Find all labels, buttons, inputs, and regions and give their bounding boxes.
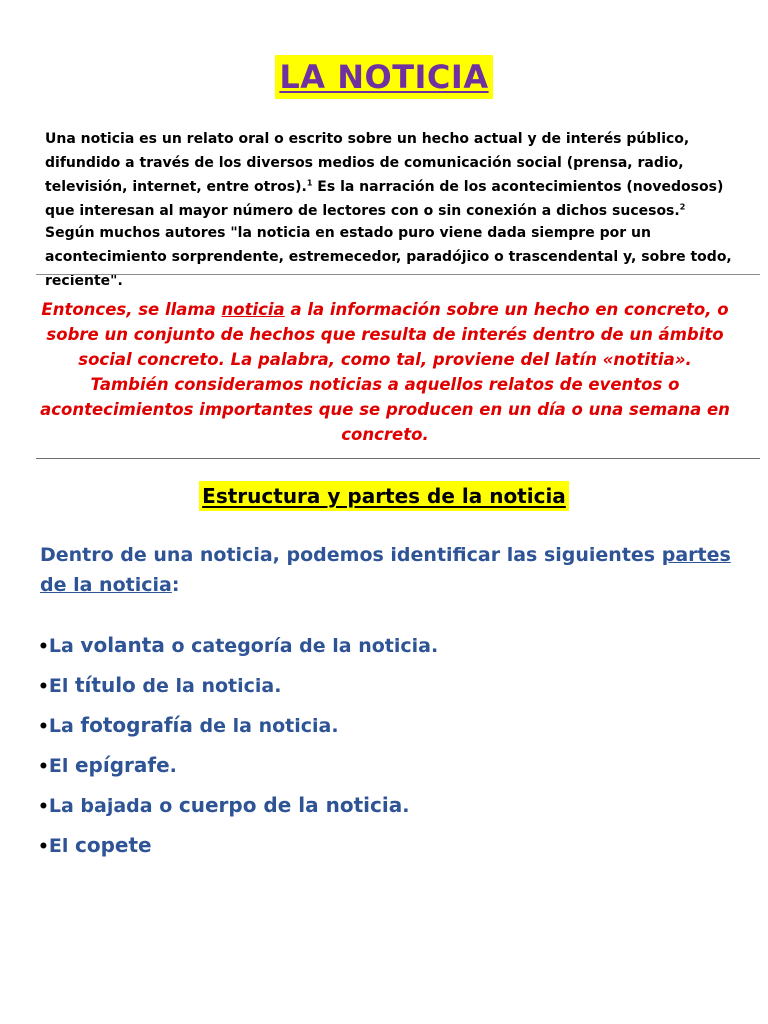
- intro-paragraph-1: [45, 127, 735, 223]
- item-term: epígrafe: [74, 753, 170, 777]
- bullet-icon: •: [38, 637, 49, 657]
- item-prefix: El: [48, 755, 75, 777]
- list-item: [38, 788, 738, 828]
- lead-text-before: Dentro de una noticia, podemos identificar las siguientes: [40, 544, 662, 566]
- list-item: [38, 828, 738, 868]
- partes-link[interactable]: partes de la noticia: [40, 544, 731, 596]
- bullet-icon: •: [38, 717, 49, 737]
- item-prefix: La bajada o: [48, 795, 179, 817]
- lead-paragraph: [40, 540, 740, 600]
- item-prefix: El: [48, 675, 75, 697]
- item-term: cuerpo de la noticia: [178, 793, 403, 817]
- intro-text-a: Una noticia es un relato oral o escrito sobre un hecho actual y de interés público, difundido a través de los diversos medios de comunicación social (prensa, radio, televisión, internet, entre otros).: [45, 131, 690, 195]
- list-item: [38, 628, 738, 668]
- item-suffix: de la noticia.: [192, 715, 339, 737]
- definition-text-after: a la información sobre un hecho en concreto, o sobre un conjunto de hechos que resulta de interés dentro de un ámbito social concreto. La palabra, como tal, proviene del latín «notitia». También consideramos noticias a aquellos relatos de eventos o acontecimientos importantes que se producen en un día o una semana en concreto.: [40, 300, 730, 444]
- list-item: [38, 708, 738, 748]
- bullet-icon: •: [38, 797, 49, 817]
- definition-paragraph: [40, 297, 730, 447]
- item-prefix: El: [48, 835, 75, 857]
- item-suffix: .: [169, 755, 177, 777]
- item-term: fotografía: [80, 713, 193, 737]
- list-item: [38, 668, 738, 708]
- intro-paragraph-2: Según muchos autores "la noticia en estado puro viene dada siempre por un acontecimiento sorprendente, estremecedor, paradójico o trascendental y, sobre todo, reciente".: [45, 225, 732, 289]
- footnote-ref-1[interactable]: 1: [306, 178, 313, 188]
- title-container: [0, 55, 768, 99]
- bullet-icon: •: [38, 677, 49, 697]
- divider-line: [36, 458, 760, 459]
- intro-text-b: Es la narración de los acontecimientos (novedosos) que interesan al mayor número de lectores con o sin conexión a dichos sucesos.: [45, 179, 724, 219]
- item-term: copete: [74, 833, 152, 857]
- item-prefix: La: [48, 635, 81, 657]
- lead-text-after: :: [171, 574, 180, 596]
- item-suffix: de la noticia.: [135, 675, 282, 697]
- section-heading-container: [0, 481, 768, 511]
- bullet-icon: •: [38, 757, 49, 777]
- list-item: [38, 748, 738, 788]
- item-term: título: [74, 673, 136, 697]
- document-title: LA NOTICIA: [275, 55, 492, 99]
- item-suffix: .: [402, 795, 410, 817]
- item-prefix: La: [48, 715, 81, 737]
- parts-list: [38, 628, 738, 868]
- footnote-ref-2[interactable]: 2: [679, 202, 686, 212]
- noticia-link[interactable]: noticia: [221, 300, 285, 319]
- bullet-icon: •: [38, 837, 49, 857]
- definition-text-before: Entonces, se llama: [41, 300, 222, 319]
- divider-line: [36, 274, 760, 275]
- item-suffix: o categoría de la noticia.: [164, 635, 439, 657]
- section-heading: Estructura y partes de la noticia: [199, 481, 569, 511]
- item-term: volanta: [80, 633, 165, 657]
